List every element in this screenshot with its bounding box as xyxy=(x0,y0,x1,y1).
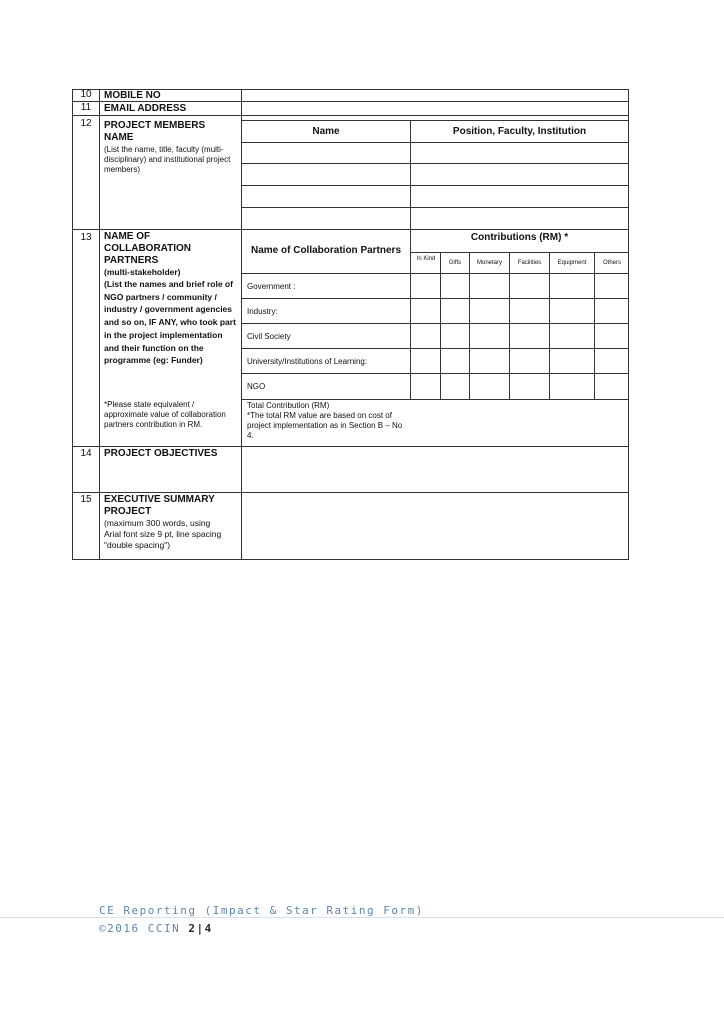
contributions-header: Contributions (RM) * xyxy=(470,232,569,243)
executive-summary-field[interactable] xyxy=(241,492,629,560)
col-gifts: Gifts xyxy=(448,260,462,266)
row-13-label xyxy=(104,231,236,367)
row-12-label xyxy=(104,120,238,175)
email-address-field[interactable] xyxy=(241,101,629,116)
members-position-header: Position, Faculty, Institution xyxy=(452,126,587,137)
footer-title: CE Reporting (Impact & Star Rating Form) xyxy=(99,904,424,917)
col-others: Others xyxy=(602,260,621,266)
footer-copyright: ©2016 CCIN xyxy=(99,922,181,935)
row-15-note: (maximum 300 words, using Arial font size 9 pt, line spacing "double spacing") xyxy=(104,518,222,550)
project-objectives-field[interactable] xyxy=(241,446,629,493)
total-contribution-label: Total Contribution (RM) xyxy=(247,401,330,410)
footer-page-separator: | xyxy=(196,922,205,935)
footer-rule xyxy=(0,917,724,918)
row-13-number: 13 xyxy=(80,232,92,243)
row-11-number: 11 xyxy=(80,102,92,113)
row-12-title: PROJECT MEMBERS xyxy=(104,120,206,131)
footer-copyright-line xyxy=(99,922,213,935)
col-equipment: Equipment xyxy=(557,260,587,266)
footer-page-number: 2 xyxy=(188,922,197,935)
col-in-kind: In Kind xyxy=(416,256,436,262)
partners-name-header: Name of Collaboration Partners xyxy=(250,245,402,256)
row-12-title-2: NAME xyxy=(104,132,134,143)
partner-university: University/Institutions of Learning: xyxy=(247,357,368,366)
row-13-sub: (multi-stakeholder) xyxy=(104,267,181,277)
row-11-label: EMAIL ADDRESS xyxy=(104,103,187,114)
total-contribution xyxy=(247,401,405,441)
row-15-title: EXECUTIVE SUMMARY PROJECT xyxy=(104,494,215,517)
members-name-header: Name xyxy=(312,126,340,137)
row-15-label xyxy=(104,494,229,551)
footer-page-total: 4 xyxy=(204,922,213,935)
total-contribution-note: *The total RM value are based on cost of project implementation as in Section B – No 4. xyxy=(247,411,403,440)
row-13-number-cell xyxy=(72,229,100,447)
row-12-number-cell xyxy=(72,115,100,230)
row-15-number: 15 xyxy=(80,494,92,505)
row-10-label: MOBILE NO xyxy=(104,90,161,101)
row-13-list: (List the names and brief role of NGO partners / community / industry / government agencies and so on, IF ANY, who took part in the project implementation and their function on the programme (eg: Funder) xyxy=(104,279,236,366)
partner-industry: Industry: xyxy=(247,307,278,316)
row-13-note: *Please state equivalent / approximate value of collaboration partners contribution in RM. xyxy=(104,400,226,429)
row-10-number: 10 xyxy=(80,89,92,100)
row-13-title: NAME OF COLLABORATION PARTNERS xyxy=(104,231,192,266)
row-14-number: 14 xyxy=(80,448,92,459)
col-monetary: Monetary xyxy=(476,260,502,266)
row-14-label: PROJECT OBJECTIVES xyxy=(104,448,218,459)
col-facilities: Facilities xyxy=(517,260,542,266)
partner-government: Government : xyxy=(247,282,296,291)
row-12-note: (List the name, title, faculty (multi-disciplinary) and institutional project members) xyxy=(104,145,231,174)
partner-ngo: NGO xyxy=(247,382,266,391)
row-12-number: 12 xyxy=(80,118,92,129)
partner-civil-society: Civil Society xyxy=(247,332,291,341)
